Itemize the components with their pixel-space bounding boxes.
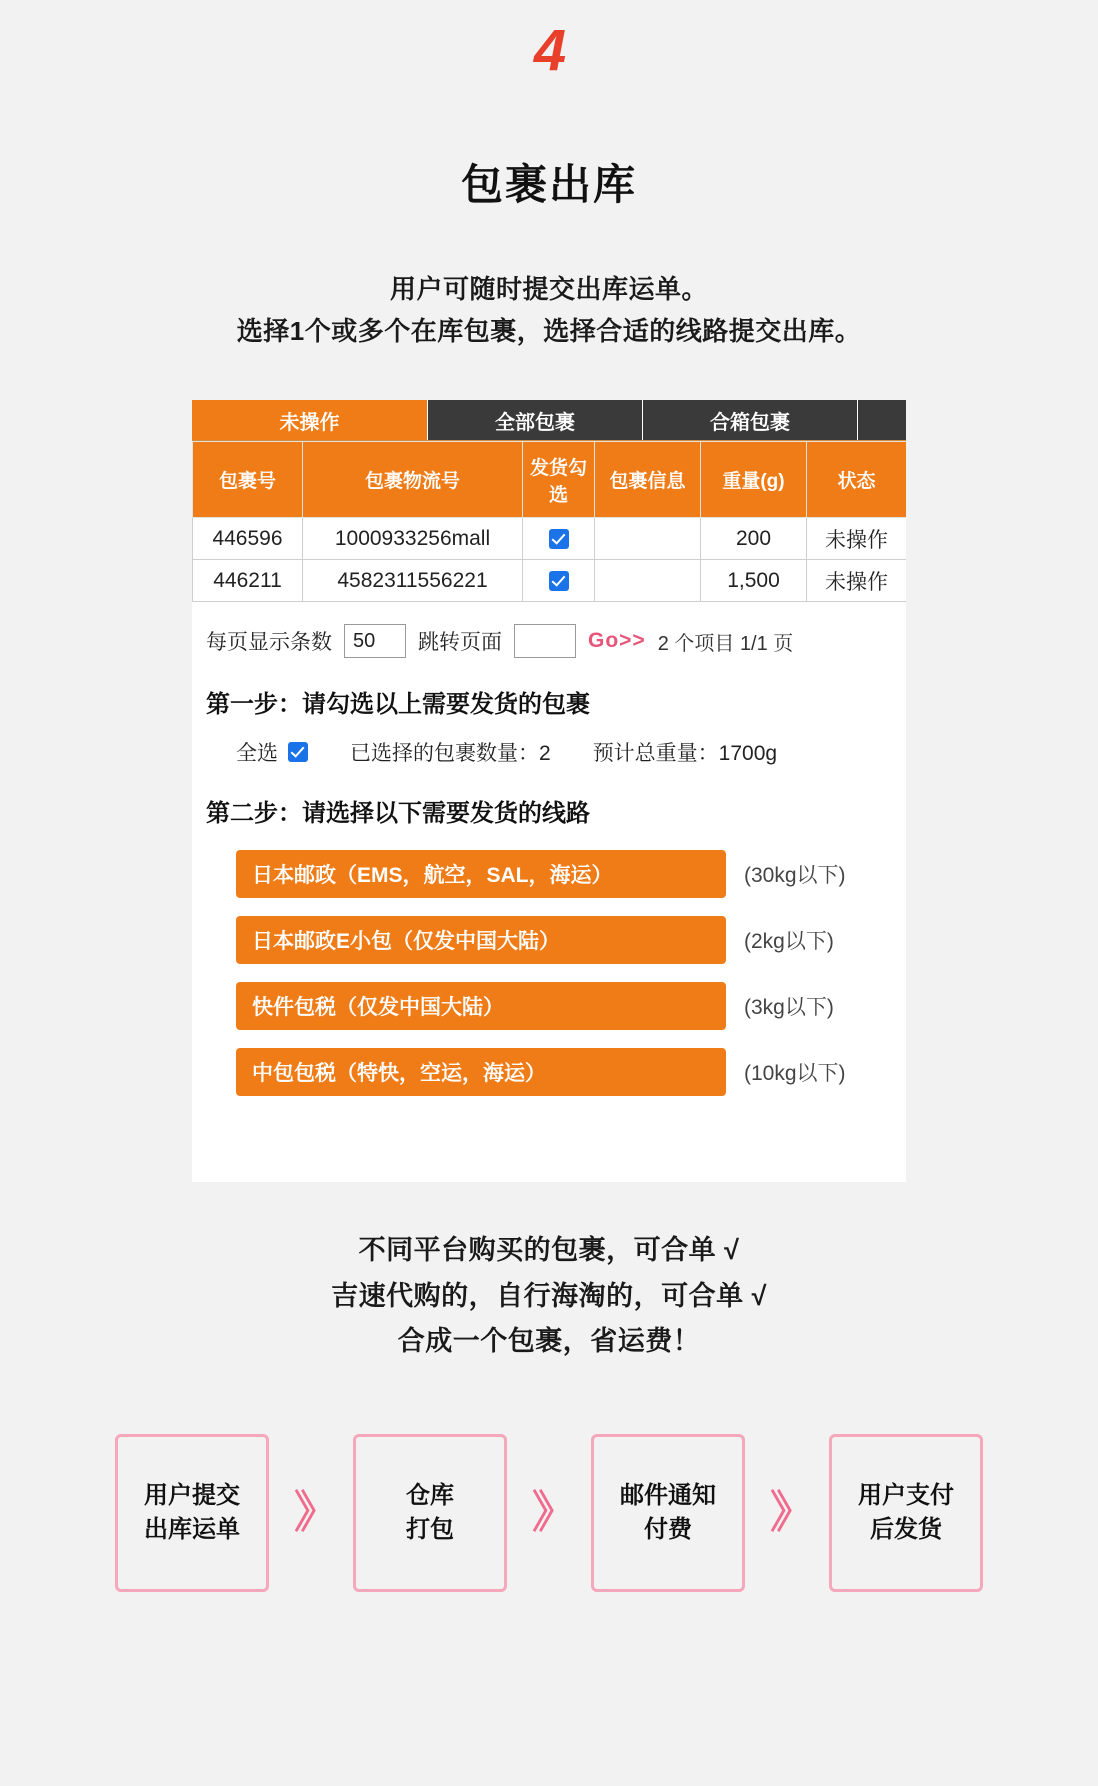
cell-weight: 200 [701, 518, 807, 560]
route-item[interactable] [236, 1048, 906, 1096]
route-item[interactable] [236, 982, 906, 1030]
flow-step-line1: 用户提交 [144, 1481, 240, 1509]
note-line-3: 合成一个包裹，省运费！ [397, 1325, 701, 1356]
cell-weight: 1,500 [701, 560, 807, 602]
th-package-id: 包裹号 [193, 442, 303, 518]
route-note: (2kg以下) [744, 930, 834, 954]
notes-block [331, 1228, 767, 1364]
intro-block [237, 268, 861, 352]
step-number: 4 [533, 18, 565, 83]
cell-ship-checkbox[interactable] [523, 518, 595, 560]
checkbox-icon[interactable] [549, 529, 569, 549]
cell-status: 未操作 [807, 518, 907, 560]
step-one-heading: 第一步：请勾选以上需要发货的包裹 [206, 691, 590, 719]
tab-bar [192, 400, 906, 441]
process-flow [115, 1434, 983, 1592]
flow-step-line1: 仓库 [406, 1481, 454, 1509]
selection-summary-row [236, 737, 906, 767]
flow-arrow-icon: 》 [532, 1488, 566, 1538]
checkbox-icon[interactable] [549, 571, 569, 591]
route-list [192, 850, 906, 1096]
table-header-row [193, 442, 907, 518]
flow-step-email-notify [591, 1434, 745, 1592]
flow-step-submit-order [115, 1434, 269, 1592]
flow-step-line2: 后发货 [870, 1516, 942, 1544]
flow-step-warehouse-pack [353, 1434, 507, 1592]
tab-all-packages[interactable]: 全部包裹 [427, 400, 642, 440]
pagination-bar [192, 602, 906, 658]
route-item[interactable] [236, 850, 906, 898]
cell-status: 未操作 [807, 560, 907, 602]
per-page-input[interactable]: 50 [344, 624, 406, 658]
table-row[interactable] [193, 560, 907, 602]
select-all-checkbox-icon[interactable] [288, 742, 308, 762]
flow-step-line1: 邮件通知 [620, 1481, 716, 1509]
cell-ship-checkbox[interactable] [523, 560, 595, 602]
note-line-2: 吉速代购的，自行海淘的，可合单 √ [331, 1280, 767, 1311]
note-line-1: 不同平台购买的包裹，可合单 √ [358, 1235, 740, 1266]
total-weight-text: 预计总重量：1700g [592, 742, 778, 766]
tab-overflow[interactable] [857, 400, 906, 440]
route-button-medium-taxed[interactable]: 中包包税（特快，空运，海运） [236, 1048, 726, 1096]
intro-line-1: 用户可随时提交出库运单。 [389, 274, 708, 304]
th-package-info: 包裹信息 [595, 442, 701, 518]
route-note: (3kg以下) [744, 996, 834, 1020]
route-button-epacket[interactable]: 日本邮政E小包（仅发中国大陆） [236, 916, 726, 964]
tab-merged-packages[interactable]: 合箱包裹 [642, 400, 857, 440]
package-table [192, 441, 906, 602]
route-note: (30kg以下) [744, 864, 846, 888]
go-button[interactable]: Go>> [588, 629, 646, 653]
cell-package-id: 446596 [193, 518, 303, 560]
cell-tracking-no: 1000933256mall [303, 518, 523, 560]
route-note: (10kg以下) [744, 1062, 846, 1086]
flow-step-line2: 打包 [406, 1516, 454, 1544]
cell-package-info [595, 560, 701, 602]
table-row[interactable] [193, 518, 907, 560]
select-all-label: 全选 [236, 742, 278, 766]
flow-step-line2: 付费 [644, 1516, 692, 1544]
th-tracking-no: 包裹物流号 [303, 442, 523, 518]
route-item[interactable] [236, 916, 906, 964]
page-title: 包裹出库 [460, 161, 637, 208]
flow-arrow-icon: 》 [770, 1488, 804, 1538]
route-button-japan-post[interactable]: 日本邮政（EMS，航空，SAL，海运） [236, 850, 726, 898]
app-screenshot [192, 400, 906, 1182]
item-count-text: 2 个项目 1/1 页 [657, 632, 794, 655]
flow-step-line1: 用户支付 [858, 1481, 954, 1509]
th-status: 状态 [807, 442, 907, 518]
cell-tracking-no: 4582311556221 [303, 560, 523, 602]
jump-page-label: 跳转页面 [418, 631, 502, 655]
tab-unprocessed[interactable]: 未操作 [192, 400, 427, 440]
per-page-label: 每页显示条数 [206, 631, 332, 655]
flow-step-line2: 出库运单 [144, 1516, 240, 1544]
th-weight: 重量(g) [701, 442, 807, 518]
cell-package-id: 446211 [193, 560, 303, 602]
jump-page-input[interactable] [514, 624, 576, 658]
flow-arrow-icon: 》 [294, 1488, 328, 1538]
route-button-express-taxed[interactable]: 快件包税（仅发中国大陆） [236, 982, 726, 1030]
flow-step-pay-and-ship [829, 1434, 983, 1592]
cell-package-info [595, 518, 701, 560]
selected-count-text: 已选择的包裹数量：2 [350, 742, 551, 766]
intro-line-2: 选择1个或多个在库包裹，选择合适的线路提交出库。 [236, 316, 862, 347]
step-two-heading: 第二步：请选择以下需要发货的线路 [206, 800, 590, 828]
th-ship-check: 发货勾选 [523, 442, 595, 518]
